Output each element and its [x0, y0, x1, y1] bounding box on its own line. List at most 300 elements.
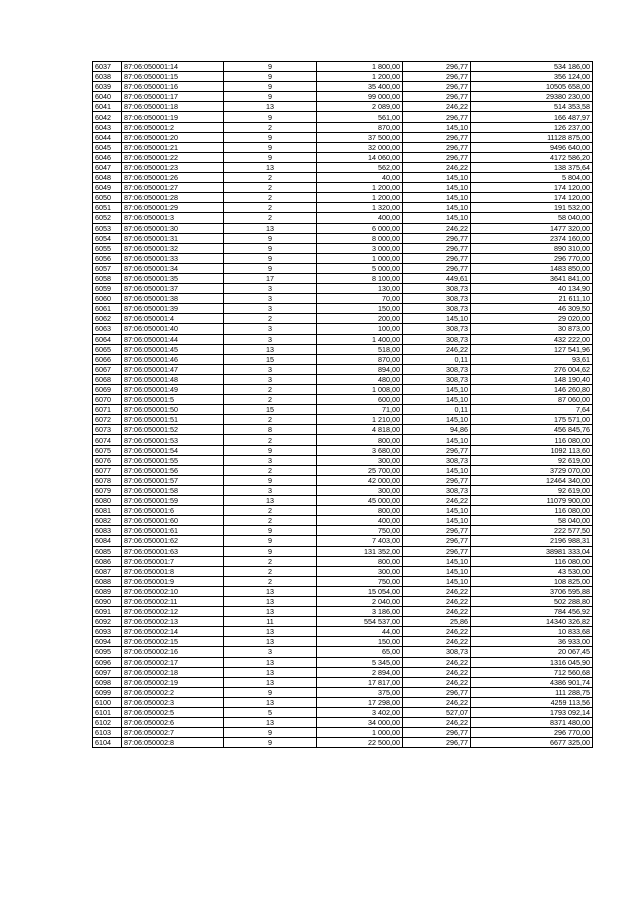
- cadastral-value-cell: 30 873,00: [471, 324, 593, 334]
- row-number-cell: 6098: [93, 677, 122, 687]
- table-row: [93, 718, 593, 728]
- row-number-cell: 6059: [93, 284, 122, 294]
- cadastral-number-cell: 87:06:050002:19: [122, 677, 224, 687]
- row-number-cell: 6070: [93, 395, 122, 405]
- cadastral-number-cell: 87:06:050001:31: [122, 233, 224, 243]
- cadastral-value-cell: 6677 325,00: [471, 738, 593, 748]
- table-row: [93, 687, 593, 697]
- table-row: [93, 82, 593, 92]
- cadastral-number-cell: 87:06:050001:15: [122, 72, 224, 82]
- area-cell: 561,00: [317, 112, 403, 122]
- cadastral-value-cell: 126 237,00: [471, 122, 593, 132]
- specific-value-cell: 145,10: [403, 314, 471, 324]
- group-code-cell: 13: [224, 657, 317, 667]
- group-code-cell: 2: [224, 385, 317, 395]
- row-number-cell: 6046: [93, 152, 122, 162]
- cadastral-number-cell: 87:06:050002:7: [122, 728, 224, 738]
- cadastral-number-cell: 87:06:050002:10: [122, 586, 224, 596]
- table-row: [93, 304, 593, 314]
- area-cell: 65,00: [317, 647, 403, 657]
- table-row: [93, 344, 593, 354]
- specific-value-cell: 246,22: [403, 667, 471, 677]
- group-code-cell: 15: [224, 354, 317, 364]
- table-row: [93, 142, 593, 152]
- row-number-cell: 6086: [93, 556, 122, 566]
- specific-value-cell: 145,10: [403, 556, 471, 566]
- table-row: [93, 738, 593, 748]
- area-cell: 750,00: [317, 526, 403, 536]
- cadastral-number-cell: 87:06:050001:34: [122, 263, 224, 273]
- table-row: [93, 697, 593, 707]
- specific-value-cell: 246,22: [403, 627, 471, 637]
- group-code-cell: 9: [224, 546, 317, 556]
- area-cell: 8 100,00: [317, 273, 403, 283]
- table-row: [93, 112, 593, 122]
- cadastral-value-cell: 1316 045,90: [471, 657, 593, 667]
- cadastral-number-cell: 87:06:050002:11: [122, 596, 224, 606]
- group-code-cell: 2: [224, 193, 317, 203]
- area-cell: 40,00: [317, 173, 403, 183]
- table-row: [93, 415, 593, 425]
- table-row: [93, 556, 593, 566]
- table-row: [93, 364, 593, 374]
- cadastral-value-cell: 222 577,50: [471, 526, 593, 536]
- cadastral-value-cell: 93,61: [471, 354, 593, 364]
- specific-value-cell: 296,77: [403, 738, 471, 748]
- group-code-cell: 13: [224, 223, 317, 233]
- table-row: [93, 627, 593, 637]
- group-code-cell: 3: [224, 364, 317, 374]
- cadastral-number-cell: 87:06:050001:17: [122, 92, 224, 102]
- group-code-cell: 9: [224, 112, 317, 122]
- group-code-cell: 2: [224, 465, 317, 475]
- table-row: [93, 566, 593, 576]
- area-cell: 42 000,00: [317, 475, 403, 485]
- specific-value-cell: 308,73: [403, 284, 471, 294]
- area-cell: 1 200,00: [317, 72, 403, 82]
- cadastral-number-cell: 87:06:050001:63: [122, 546, 224, 556]
- cadastral-number-cell: 87:06:050001:32: [122, 243, 224, 253]
- area-cell: 870,00: [317, 122, 403, 132]
- table-row: [93, 506, 593, 516]
- group-code-cell: 3: [224, 324, 317, 334]
- cadastral-number-cell: 87:06:050001:8: [122, 566, 224, 576]
- cadastral-value-cell: 7,64: [471, 405, 593, 415]
- group-code-cell: 13: [224, 677, 317, 687]
- group-code-cell: 9: [224, 536, 317, 546]
- group-code-cell: 9: [224, 233, 317, 243]
- table-row: [93, 173, 593, 183]
- specific-value-cell: 296,77: [403, 546, 471, 556]
- cadastral-value-cell: 10 833,68: [471, 627, 593, 637]
- cadastral-number-cell: 87:06:050001:4: [122, 314, 224, 324]
- cadastral-value-cell: 534 186,00: [471, 62, 593, 72]
- cadastral-number-cell: 87:06:050001:26: [122, 173, 224, 183]
- group-code-cell: 2: [224, 203, 317, 213]
- row-number-cell: 6099: [93, 687, 122, 697]
- cadastral-value-cell: 29380 230,00: [471, 92, 593, 102]
- specific-value-cell: 0,11: [403, 405, 471, 415]
- area-cell: 1 800,00: [317, 62, 403, 72]
- cadastral-value-cell: 9496 640,00: [471, 142, 593, 152]
- cadastral-number-cell: 87:06:050001:56: [122, 465, 224, 475]
- group-code-cell: 13: [224, 627, 317, 637]
- group-code-cell: 15: [224, 405, 317, 415]
- area-cell: 37 500,00: [317, 132, 403, 142]
- cadastral-value-cell: 148 190,40: [471, 374, 593, 384]
- specific-value-cell: 296,77: [403, 445, 471, 455]
- cadastral-value-cell: 92 619,00: [471, 455, 593, 465]
- table-row: [93, 455, 593, 465]
- area-cell: 800,00: [317, 435, 403, 445]
- cadastral-value-cell: 58 040,00: [471, 213, 593, 223]
- cadastral-value-cell: 712 560,68: [471, 667, 593, 677]
- row-number-cell: 6037: [93, 62, 122, 72]
- group-code-cell: 2: [224, 395, 317, 405]
- row-number-cell: 6082: [93, 516, 122, 526]
- specific-value-cell: 296,77: [403, 112, 471, 122]
- table-row: [93, 546, 593, 556]
- specific-value-cell: 296,77: [403, 687, 471, 697]
- specific-value-cell: 145,10: [403, 183, 471, 193]
- specific-value-cell: 296,77: [403, 132, 471, 142]
- specific-value-cell: 0,11: [403, 354, 471, 364]
- row-number-cell: 6069: [93, 385, 122, 395]
- specific-value-cell: 145,10: [403, 213, 471, 223]
- row-number-cell: 6041: [93, 102, 122, 112]
- area-cell: 6 000,00: [317, 223, 403, 233]
- cadastral-number-cell: 87:06:050001:16: [122, 82, 224, 92]
- table-row: [93, 72, 593, 82]
- cadastral-value-cell: 116 080,00: [471, 506, 593, 516]
- group-code-cell: 2: [224, 183, 317, 193]
- cadastral-number-cell: 87:06:050001:61: [122, 526, 224, 536]
- cadastral-number-cell: 87:06:050001:45: [122, 344, 224, 354]
- cadastral-number-cell: 87:06:050001:39: [122, 304, 224, 314]
- group-code-cell: 3: [224, 304, 317, 314]
- row-number-cell: 6045: [93, 142, 122, 152]
- specific-value-cell: 246,22: [403, 596, 471, 606]
- cadastral-value-cell: 166 487,97: [471, 112, 593, 122]
- specific-value-cell: 296,77: [403, 728, 471, 738]
- group-code-cell: 17: [224, 273, 317, 283]
- group-code-cell: 2: [224, 556, 317, 566]
- cadastral-number-cell: 87:06:050002:14: [122, 627, 224, 637]
- specific-value-cell: 296,77: [403, 536, 471, 546]
- row-number-cell: 6077: [93, 465, 122, 475]
- specific-value-cell: 308,73: [403, 304, 471, 314]
- area-cell: 562,00: [317, 162, 403, 172]
- cadastral-number-cell: 87:06:050001:40: [122, 324, 224, 334]
- row-number-cell: 6075: [93, 445, 122, 455]
- table-row: [93, 617, 593, 627]
- area-cell: 100,00: [317, 324, 403, 334]
- table-row: [93, 183, 593, 193]
- group-code-cell: 13: [224, 667, 317, 677]
- row-number-cell: 6055: [93, 243, 122, 253]
- group-code-cell: 9: [224, 82, 317, 92]
- specific-value-cell: 145,10: [403, 435, 471, 445]
- table-row: [93, 607, 593, 617]
- table-row: [93, 465, 593, 475]
- cadastral-number-cell: 87:06:050001:21: [122, 142, 224, 152]
- table-row: [93, 496, 593, 506]
- area-cell: 300,00: [317, 566, 403, 576]
- table-row: [93, 728, 593, 738]
- cadastral-number-cell: 87:06:050001:33: [122, 253, 224, 263]
- group-code-cell: 3: [224, 294, 317, 304]
- cadastral-value-cell: 296 770,00: [471, 253, 593, 263]
- area-cell: 130,00: [317, 284, 403, 294]
- cadastral-value-cell: 146 260,80: [471, 385, 593, 395]
- cadastral-value-cell: 116 080,00: [471, 556, 593, 566]
- specific-value-cell: 246,22: [403, 657, 471, 667]
- cadastral-number-cell: 87:06:050001:5: [122, 395, 224, 405]
- specific-value-cell: 145,10: [403, 385, 471, 395]
- row-number-cell: 6100: [93, 697, 122, 707]
- specific-value-cell: 145,10: [403, 173, 471, 183]
- group-code-cell: 2: [224, 415, 317, 425]
- cadastral-value-cell: 38981 333,04: [471, 546, 593, 556]
- group-code-cell: 3: [224, 485, 317, 495]
- row-number-cell: 6047: [93, 162, 122, 172]
- cadastral-value-cell: 12464 340,00: [471, 475, 593, 485]
- table-row: [93, 354, 593, 364]
- specific-value-cell: 308,73: [403, 485, 471, 495]
- cadastral-number-cell: 87:06:050001:28: [122, 193, 224, 203]
- specific-value-cell: 296,77: [403, 62, 471, 72]
- area-cell: 99 000,00: [317, 92, 403, 102]
- specific-value-cell: 145,10: [403, 415, 471, 425]
- specific-value-cell: 296,77: [403, 253, 471, 263]
- group-code-cell: 2: [224, 506, 317, 516]
- row-number-cell: 6092: [93, 617, 122, 627]
- row-number-cell: 6087: [93, 566, 122, 576]
- row-number-cell: 6083: [93, 526, 122, 536]
- specific-value-cell: 308,73: [403, 294, 471, 304]
- cadastral-value-cell: 432 222,00: [471, 334, 593, 344]
- cadastral-number-cell: 87:06:050001:9: [122, 576, 224, 586]
- group-code-cell: 9: [224, 687, 317, 697]
- specific-value-cell: 296,77: [403, 72, 471, 82]
- specific-value-cell: 145,10: [403, 506, 471, 516]
- table-row: [93, 576, 593, 586]
- specific-value-cell: 308,73: [403, 455, 471, 465]
- specific-value-cell: 308,73: [403, 324, 471, 334]
- table-row: [93, 233, 593, 243]
- cadastral-value-cell: 1793 092,14: [471, 708, 593, 718]
- cadastral-number-cell: 87:06:050002:17: [122, 657, 224, 667]
- cadastral-value-cell: 276 004,62: [471, 364, 593, 374]
- area-cell: 300,00: [317, 485, 403, 495]
- group-code-cell: 2: [224, 566, 317, 576]
- cadastral-value-cell: 8371 480,00: [471, 718, 593, 728]
- specific-value-cell: 145,10: [403, 516, 471, 526]
- row-number-cell: 6042: [93, 112, 122, 122]
- table-row: [93, 263, 593, 273]
- table-row: [93, 374, 593, 384]
- cadastral-number-cell: 87:06:050001:22: [122, 152, 224, 162]
- cadastral-value-cell: 14340 326,82: [471, 617, 593, 627]
- row-number-cell: 6096: [93, 657, 122, 667]
- area-cell: 150,00: [317, 304, 403, 314]
- group-code-cell: 2: [224, 213, 317, 223]
- table-row: [93, 536, 593, 546]
- table-row: [93, 223, 593, 233]
- cadastral-number-cell: 87:06:050001:58: [122, 485, 224, 495]
- cadastral-value-cell: 58 040,00: [471, 516, 593, 526]
- row-number-cell: 6093: [93, 627, 122, 637]
- table-row: [93, 203, 593, 213]
- area-cell: 5 345,00: [317, 657, 403, 667]
- group-code-cell: 2: [224, 173, 317, 183]
- area-cell: 15 054,00: [317, 586, 403, 596]
- specific-value-cell: 25,86: [403, 617, 471, 627]
- group-code-cell: 13: [224, 718, 317, 728]
- table-row: [93, 485, 593, 495]
- cadastral-number-cell: 87:06:050001:44: [122, 334, 224, 344]
- cadastral-value-cell: 514 353,58: [471, 102, 593, 112]
- table-row: [93, 253, 593, 263]
- table-row: [93, 334, 593, 344]
- area-cell: 200,00: [317, 314, 403, 324]
- cadastral-number-cell: 87:06:050001:23: [122, 162, 224, 172]
- row-number-cell: 6038: [93, 72, 122, 82]
- row-number-cell: 6048: [93, 173, 122, 183]
- group-code-cell: 2: [224, 576, 317, 586]
- group-code-cell: 13: [224, 697, 317, 707]
- area-cell: 35 400,00: [317, 82, 403, 92]
- row-number-cell: 6051: [93, 203, 122, 213]
- table-row: [93, 395, 593, 405]
- area-cell: 5 000,00: [317, 263, 403, 273]
- cadastral-number-cell: 87:06:050001:55: [122, 455, 224, 465]
- area-cell: 800,00: [317, 506, 403, 516]
- row-number-cell: 6060: [93, 294, 122, 304]
- cadastral-value-cell: 20 067,45: [471, 647, 593, 657]
- group-code-cell: 9: [224, 152, 317, 162]
- row-number-cell: 6101: [93, 708, 122, 718]
- specific-value-cell: 296,77: [403, 263, 471, 273]
- group-code-cell: 5: [224, 708, 317, 718]
- row-number-cell: 6088: [93, 576, 122, 586]
- cadastral-value-table: [92, 61, 593, 748]
- row-number-cell: 6057: [93, 263, 122, 273]
- area-cell: 1 000,00: [317, 728, 403, 738]
- row-number-cell: 6066: [93, 354, 122, 364]
- specific-value-cell: 296,77: [403, 243, 471, 253]
- area-cell: 8 000,00: [317, 233, 403, 243]
- cadastral-value-cell: 356 124,00: [471, 72, 593, 82]
- specific-value-cell: 246,22: [403, 496, 471, 506]
- cadastral-number-cell: 87:06:050001:62: [122, 536, 224, 546]
- cadastral-number-cell: 87:06:050002:16: [122, 647, 224, 657]
- group-code-cell: 9: [224, 728, 317, 738]
- table-row: [93, 152, 593, 162]
- area-cell: 1 320,00: [317, 203, 403, 213]
- group-code-cell: 13: [224, 596, 317, 606]
- specific-value-cell: 145,10: [403, 122, 471, 132]
- specific-value-cell: 246,22: [403, 223, 471, 233]
- group-code-cell: 9: [224, 526, 317, 536]
- row-number-cell: 6076: [93, 455, 122, 465]
- cadastral-value-cell: 10505 658,00: [471, 82, 593, 92]
- row-number-cell: 6068: [93, 374, 122, 384]
- cadastral-number-cell: 87:06:050001:46: [122, 354, 224, 364]
- cadastral-number-cell: 87:06:050001:47: [122, 364, 224, 374]
- area-cell: 870,00: [317, 354, 403, 364]
- area-cell: 17 817,00: [317, 677, 403, 687]
- cadastral-number-cell: 87:06:050002:5: [122, 708, 224, 718]
- row-number-cell: 6095: [93, 647, 122, 657]
- area-cell: 375,00: [317, 687, 403, 697]
- cadastral-number-cell: 87:06:050001:57: [122, 475, 224, 485]
- specific-value-cell: 246,22: [403, 697, 471, 707]
- row-number-cell: 6079: [93, 485, 122, 495]
- specific-value-cell: 246,22: [403, 607, 471, 617]
- row-number-cell: 6074: [93, 435, 122, 445]
- table-row: [93, 425, 593, 435]
- group-code-cell: 3: [224, 647, 317, 657]
- row-number-cell: 6080: [93, 496, 122, 506]
- group-code-cell: 2: [224, 122, 317, 132]
- group-code-cell: 3: [224, 455, 317, 465]
- row-number-cell: 6071: [93, 405, 122, 415]
- group-code-cell: 9: [224, 445, 317, 455]
- table-row: [93, 405, 593, 415]
- specific-value-cell: 296,77: [403, 475, 471, 485]
- area-cell: 17 298,00: [317, 697, 403, 707]
- specific-value-cell: 246,22: [403, 637, 471, 647]
- cadastral-number-cell: 87:06:050002:3: [122, 697, 224, 707]
- cadastral-value-cell: 296 770,00: [471, 728, 593, 738]
- table-row: [93, 708, 593, 718]
- table-row: [93, 92, 593, 102]
- area-cell: 71,00: [317, 405, 403, 415]
- cadastral-value-cell: 21 611,10: [471, 294, 593, 304]
- row-number-cell: 6091: [93, 607, 122, 617]
- area-cell: 34 000,00: [317, 718, 403, 728]
- cadastral-value-cell: 456 845,76: [471, 425, 593, 435]
- row-number-cell: 6067: [93, 364, 122, 374]
- specific-value-cell: 145,10: [403, 395, 471, 405]
- group-code-cell: 13: [224, 344, 317, 354]
- row-number-cell: 6052: [93, 213, 122, 223]
- cadastral-value-cell: 502 288,80: [471, 596, 593, 606]
- row-number-cell: 6081: [93, 506, 122, 516]
- table-row: [93, 324, 593, 334]
- cadastral-number-cell: 87:06:050001:35: [122, 273, 224, 283]
- area-cell: 150,00: [317, 637, 403, 647]
- cadastral-value-cell: 29 020,00: [471, 314, 593, 324]
- cadastral-number-cell: 87:06:050001:53: [122, 435, 224, 445]
- row-number-cell: 6072: [93, 415, 122, 425]
- cadastral-value-cell: 4386 901,74: [471, 677, 593, 687]
- row-number-cell: 6063: [93, 324, 122, 334]
- cadastral-number-cell: 87:06:050001:6: [122, 506, 224, 516]
- group-code-cell: 9: [224, 738, 317, 748]
- cadastral-number-cell: 87:06:050001:54: [122, 445, 224, 455]
- cadastral-number-cell: 87:06:050002:15: [122, 637, 224, 647]
- cadastral-value-cell: 2196 988,31: [471, 536, 593, 546]
- table-row: [93, 243, 593, 253]
- specific-value-cell: 145,10: [403, 465, 471, 475]
- group-code-cell: 13: [224, 496, 317, 506]
- cadastral-value-cell: 11128 875,00: [471, 132, 593, 142]
- cadastral-value-cell: 138 375,64: [471, 162, 593, 172]
- cadastral-value-cell: 1477 320,00: [471, 223, 593, 233]
- table-row: [93, 435, 593, 445]
